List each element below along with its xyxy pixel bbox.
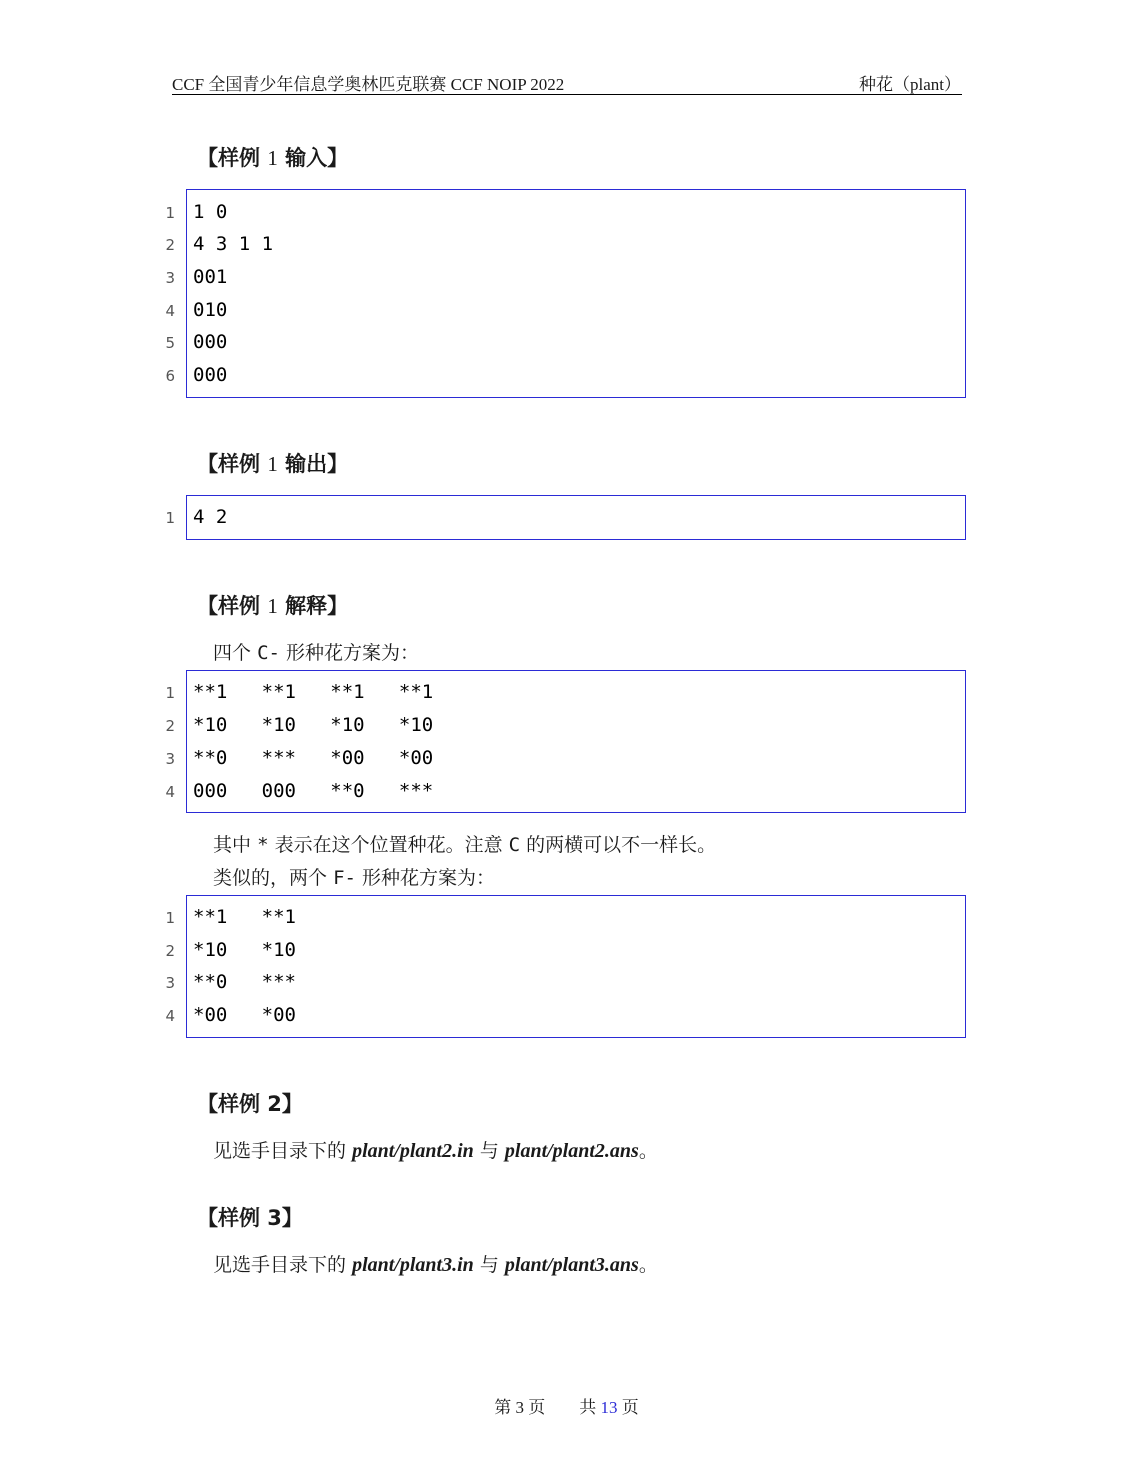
code-line (165, 1000, 965, 1032)
code-text: 000 (193, 331, 228, 353)
line-number: 3 (165, 974, 175, 992)
sample3-file-ans: plant/plant3.ans (504, 1254, 639, 1276)
sample1-explain-heading: 【样例 1 解释】 (197, 594, 349, 618)
code-line (165, 360, 965, 392)
code-text: 001 (193, 266, 228, 288)
sample3-text: 见选手目录下的 plant/plant3.in 与 plant/plant3.ans。 (213, 1254, 658, 1276)
code-line (165, 743, 965, 775)
code-text: **0 *** (193, 971, 296, 993)
code-text: *00 *00 (193, 1004, 296, 1026)
line-number: 1 (165, 684, 175, 702)
sample2-text: 见选手目录下的 plant/plant2.in 与 plant/plant2.ans。 (213, 1140, 658, 1162)
line-number: 3 (165, 750, 175, 768)
sample2-file-in: plant/plant2.in (352, 1140, 474, 1162)
code-line (165, 710, 965, 742)
line-number: 2 (165, 717, 175, 735)
code-line (165, 902, 965, 934)
header-left-title: CCF 全国青少年信息学奥林匹克联赛 CCF NOIP 2022 (172, 75, 565, 94)
line-number: 4 (165, 302, 175, 320)
code-line (165, 262, 965, 294)
header-rule (172, 94, 962, 95)
code-text: *10 *10 *10 *10 (193, 714, 434, 736)
code-text: 4 3 1 1 (193, 233, 274, 255)
code-line (165, 327, 965, 359)
header-right-title: 种花（plant） (859, 75, 961, 94)
line-number: 2 (165, 236, 175, 254)
line-number: 1 (165, 509, 175, 527)
sample3-heading: 【样例 3】 (197, 1206, 303, 1230)
sample2-heading: 【样例 2】 (197, 1092, 303, 1116)
code-line (165, 295, 965, 327)
code-text: 000 000 **0 *** (193, 780, 434, 802)
line-number: 1 (165, 204, 175, 222)
line-number: 4 (165, 783, 175, 801)
line-number: 3 (165, 269, 175, 287)
code-line (165, 229, 965, 261)
code-text: 000 (193, 364, 228, 386)
page-number: 3 (515, 1398, 524, 1417)
line-number: 6 (165, 367, 175, 385)
c-shape-code (165, 670, 966, 813)
code-line (165, 502, 965, 534)
sample1-input-code (165, 189, 966, 398)
code-line (165, 935, 965, 967)
sample3-file-in: plant/plant3.in (352, 1254, 474, 1276)
code-text: **1 **1 (193, 906, 296, 928)
code-line (165, 967, 965, 999)
code-text: 010 (193, 299, 228, 321)
code-text: **0 *** *00 *00 (193, 747, 434, 769)
line-number: 1 (165, 909, 175, 927)
sample2-file-ans: plant/plant2.ans (504, 1140, 639, 1162)
line-number: 5 (165, 334, 175, 352)
code-text: **1 **1 **1 **1 (193, 681, 434, 703)
code-line (165, 677, 965, 709)
total-pages-link[interactable]: 13 (600, 1398, 618, 1417)
page-footer: 第 3 页 共 13 页 (494, 1398, 639, 1417)
c-shape-intro: 四个 C- 形种花方案为： (213, 642, 420, 664)
sample1-input-heading: 【样例 1 输入】 (197, 146, 349, 170)
line-number: 2 (165, 942, 175, 960)
code-line (165, 197, 965, 229)
f-shape-intro: 类似的，两个 F- 形种花方案为： (213, 867, 496, 889)
code-text: 4 2 (193, 506, 228, 528)
code-text: *10 *10 (193, 939, 296, 961)
code-line (165, 776, 965, 808)
sample1-output-heading: 【样例 1 输出】 (197, 452, 349, 476)
note-paragraph: 其中 * 表示在这个位置种花。注意 C 的两横可以不一样长。 (213, 834, 717, 856)
code-text: 1 0 (193, 201, 228, 223)
f-shape-code (165, 895, 966, 1038)
line-number: 4 (165, 1007, 175, 1025)
sample1-output-code (165, 495, 966, 540)
